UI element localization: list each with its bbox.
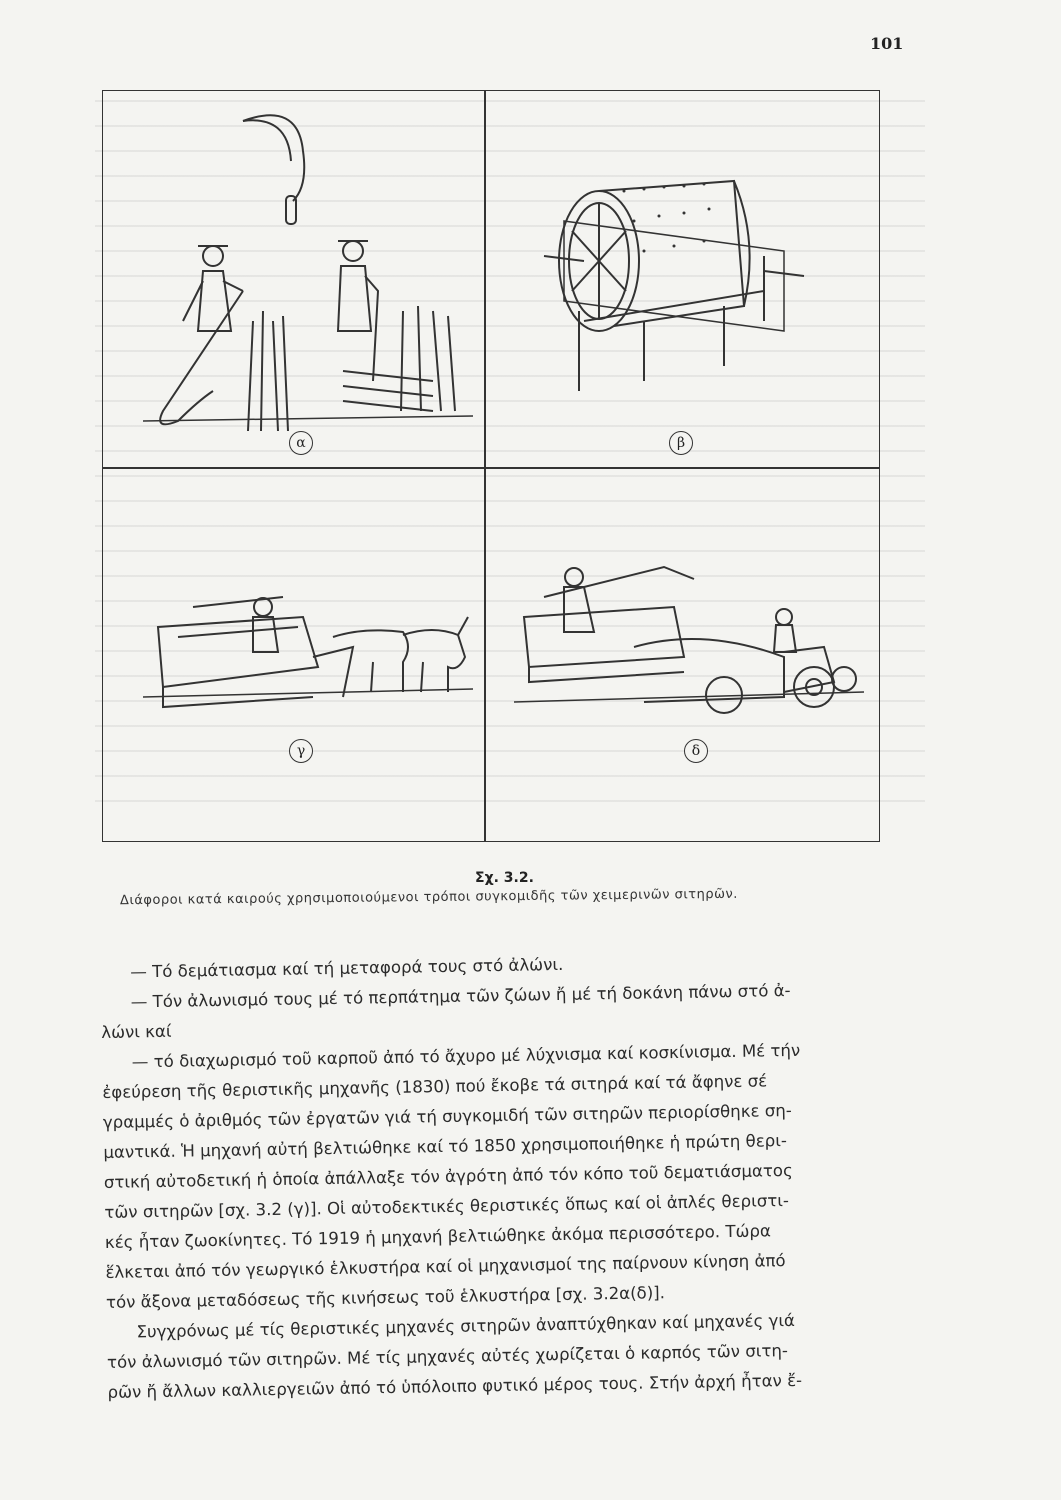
panel-label-delta: δ [684, 739, 708, 763]
threshing-drum-machine-icon [484, 91, 881, 467]
panel-label-alpha: α [289, 431, 313, 455]
text-line: λώνι καί [101, 1021, 172, 1042]
text-line: τόν ἀλωνισμό τῶν σιτηρῶν. Μέ τίς μηχανές αὐτές χωρίζεται ὁ καρπός τῶν σιτη- [106, 1341, 789, 1372]
text-line: ἕλκεται ἀπό τόν γεωργικό ἑλκυστήρα καί οἱ μηχανισμοί της παίρνουν κίνηση ἀπό [105, 1251, 786, 1282]
body-text [100, 944, 928, 1408]
text-line: ρῶν ἤ ἄλλων καλλιεργειῶν ἀπό τό ὑπόλοιπο φυτικό μέρος τους. Στήν ἀρχή ἦταν ἔ- [107, 1370, 803, 1402]
figure-panel-gamma [103, 467, 484, 843]
text-line: — Τόν ἀλωνισμό τους μέ τό περπάτημα τῶν ζώων ἤ μέ τή δοκάνη πάνω στό ἀ- [130, 980, 791, 1012]
figure-panel-alpha [103, 91, 484, 467]
text-line: κές ἦταν ζωοκίνητες. Τό 1919 ἡ μηχανή βελτιώθηκε ἀκόμα περισσότερο. Τώρα [104, 1221, 772, 1252]
page-number: 101 [870, 34, 904, 53]
figure-panel-beta [484, 91, 881, 467]
figure-caption-number: Σχ. 3.2. [475, 870, 534, 886]
text-line: — τό διαχωρισμό τοῦ καρποῦ ἀπό τό ἄχυρο μέ λύχνισμα καί κοσκίνισμα. Μέ τήν [131, 1040, 801, 1072]
text-line: μαντικά. Ἡ μηχανή αὐτή βελτιώθηκε καί τό 1850 χρησιμοποιήθηκε ἡ πρώτη θερι- [103, 1131, 788, 1162]
text-line: τῶν σιτηρῶν [σχ. 3.2 (γ)]. Οἱ αὐτοδεκτικές θεριστικές ὅπως καί οἱ ἀπλές θεριστι- [104, 1191, 790, 1222]
panel-label-beta: β [669, 431, 693, 455]
text-line: ἐφεύρεση τῆς θεριστικῆς μηχανῆς (1830) πού ἔκοβε τά σιτηρά καί τά ἄφηνε σέ [102, 1071, 768, 1102]
text-line: στική αὐτοδετική ἡ ὁποία ἀπάλλαξε τόν ἀγρότη ἀπό τόν κόπο τοῦ δεματιάσματος [103, 1160, 793, 1192]
figure-panel-delta [484, 467, 881, 843]
text-line: Συγχρόνως μέ τίς θεριστικές μηχανές σιτηρῶν ἀναπτύχθηκαν καί μηχανές γιά [136, 1310, 796, 1342]
text-line: — Τό δεμάτιασμα καί τή μεταφορά τους στό ἀλώνι. [130, 954, 564, 982]
text-line: γραμμές ὁ ἀριθμός τῶν ἐργατῶν γιά τή συγκομιδή τῶν σιτηρῶν περιορίσθηκε ση- [102, 1100, 792, 1132]
tractor-drawn-harvester-icon [484, 467, 881, 843]
figure-grid [102, 90, 880, 842]
sickle-and-scythe-harvesting-icon [103, 91, 484, 467]
figure-caption-text: Διάφοροι κατά καιρούς χρησιμοποιούμενοι τρόποι συγκομιδῆς τῶν χειμερινῶν σιτηρῶν. [119, 886, 738, 909]
text-line: τόν ἄξονα μεταδόσεως τῆς κινήσεως τοῦ ἑλκυστήρα [σχ. 3.2α(δ)]. [105, 1283, 666, 1312]
panel-label-gamma: γ [289, 739, 313, 763]
horse-drawn-reaper-binder-icon [103, 467, 484, 843]
